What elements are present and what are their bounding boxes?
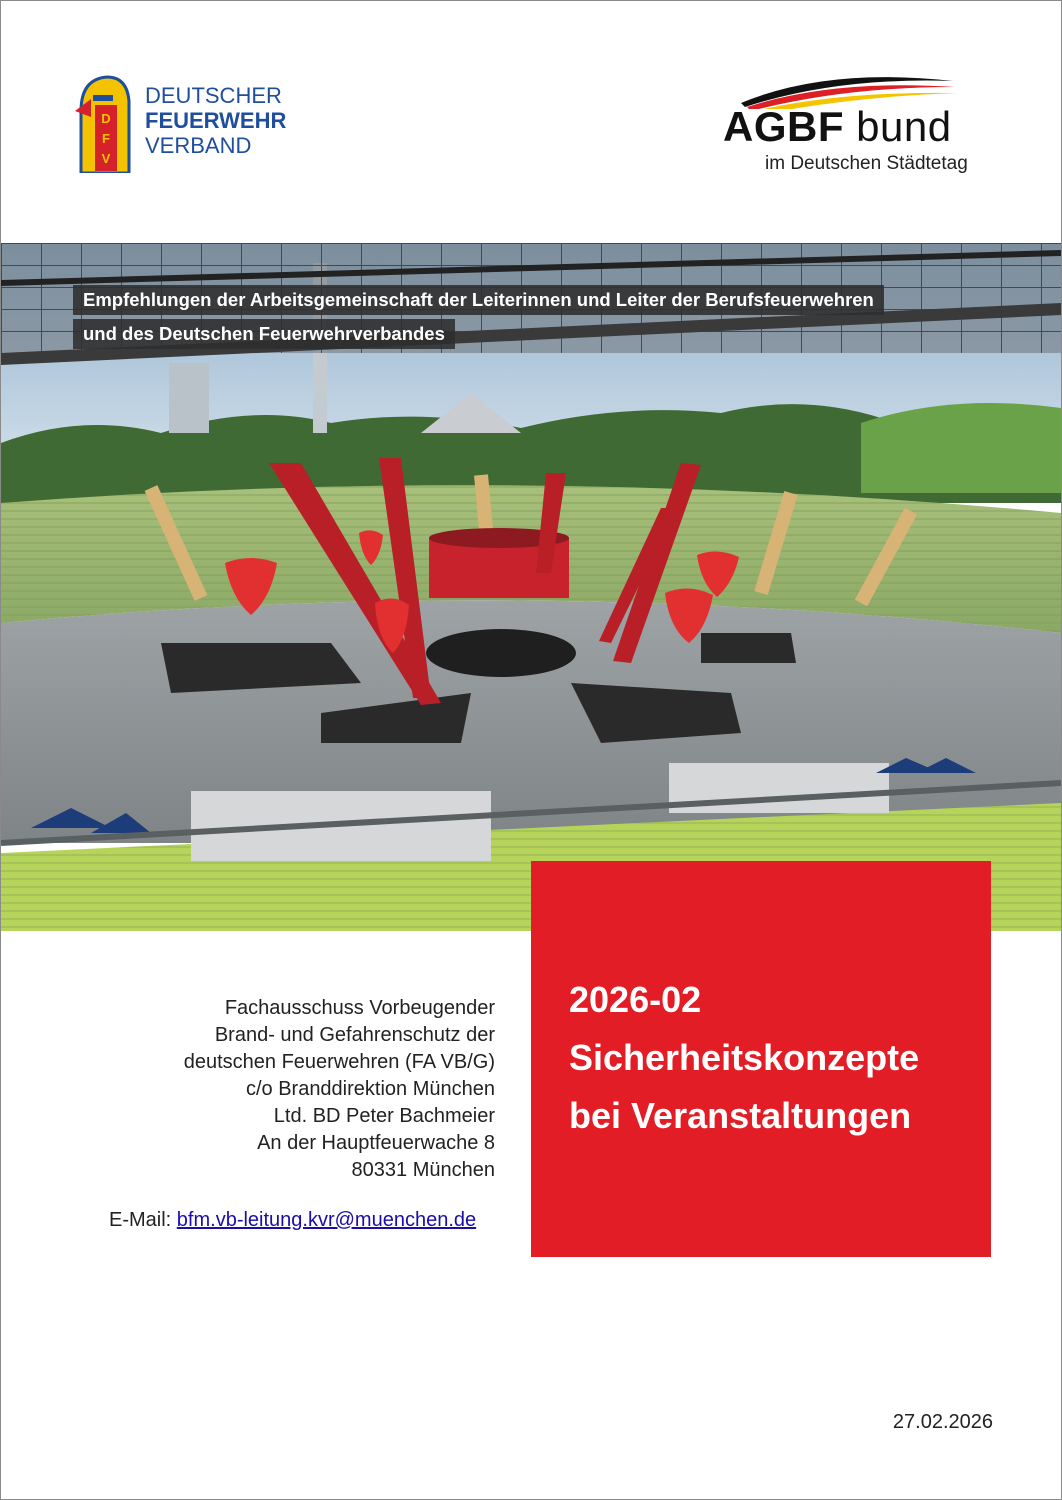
dfv-wordmark bbox=[145, 83, 286, 158]
dfv-line-3: VERBAND bbox=[145, 133, 252, 158]
address-line: Fachausschuss Vorbeugender bbox=[224, 997, 495, 1019]
dfv-emblem-icon bbox=[73, 71, 133, 173]
title-box bbox=[531, 861, 991, 1257]
document-title bbox=[569, 971, 919, 1145]
dfv-line-1: DEUTSCHER bbox=[145, 83, 282, 108]
email-label: E-Mail: bbox=[109, 1209, 172, 1231]
address-line: deutschen Feuerwehren (FA VB/G) bbox=[183, 1051, 495, 1073]
address-line: Ltd. BD Peter Bachmeier bbox=[273, 1105, 495, 1127]
banner-line-2: und des Deutschen Feuerwehrverbandes bbox=[73, 319, 455, 349]
agbf-wordmark bbox=[723, 103, 952, 151]
svg-text:D: D bbox=[101, 111, 111, 126]
svg-text:F: F bbox=[102, 131, 110, 146]
address-line: c/o Branddirektion München bbox=[245, 1078, 495, 1100]
email-link[interactable]: bfm.vb-leitung.kvr@muenchen.de bbox=[176, 1209, 477, 1231]
document-title-line-1: Sicherheitskonzepte bbox=[569, 1037, 920, 1078]
agbf-logo bbox=[723, 73, 1003, 183]
agbf-name-suffix: bund bbox=[856, 103, 952, 150]
agbf-subtitle: im Deutschen Städtetag bbox=[765, 153, 968, 174]
agbf-name: AGBF bbox=[723, 103, 844, 150]
svg-text:V: V bbox=[101, 151, 111, 166]
document-title-line-2: bei Veranstaltungen bbox=[569, 1095, 912, 1136]
document-date: 27.02.2026 bbox=[892, 1411, 993, 1433]
address-line: An der Hauptfeuerwache 8 bbox=[257, 1132, 495, 1154]
dfv-logo bbox=[73, 71, 313, 176]
email-line bbox=[109, 1209, 476, 1232]
document-number: 2026-02 bbox=[569, 979, 702, 1020]
address-line: Brand- und Gefahrenschutz der bbox=[214, 1024, 495, 1046]
dfv-line-2: FEUERWEHR bbox=[145, 108, 287, 133]
address-line: 80331 München bbox=[351, 1159, 495, 1181]
banner-line-1: Empfehlungen der Arbeitsgemeinschaft der Leiterinnen und Leiter der Berufsfeuerwehren bbox=[73, 285, 884, 315]
address-block bbox=[184, 995, 495, 1184]
